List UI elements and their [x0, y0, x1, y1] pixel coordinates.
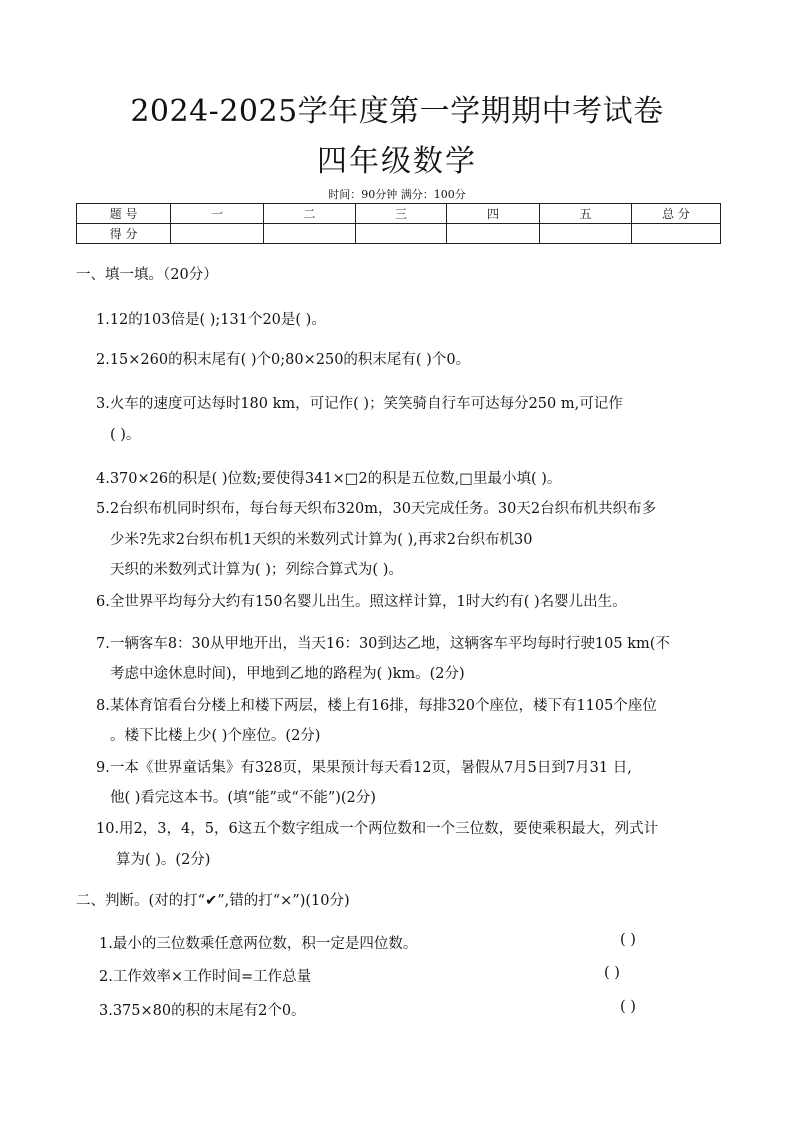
judgment-answer-paren[interactable]: ( ) [620, 999, 636, 1015]
question-line: 天织的米数列式计算为( )；列综合算式为( )。 [110, 562, 403, 578]
question-line: 他( )看完这本书。(填“能”或“不能”)(2分) [110, 790, 376, 806]
score-table-header-row [77, 204, 721, 224]
exam-time-score: 时间：90分钟 满分：100分 [328, 188, 466, 201]
score-table-cell: 得 分 [77, 224, 171, 244]
score-table-cell: 三 [356, 204, 447, 224]
score-table-cell[interactable] [356, 224, 447, 244]
question-line: 3.火车的速度可达每时180 km，可记作( )；笑笑骑自行车可达每分250 m,可记作 [96, 396, 623, 412]
judgment-answer-paren[interactable]: ( ) [620, 932, 636, 948]
section1-heading: 一、填一填。（20分） [76, 267, 218, 283]
score-table [76, 203, 721, 244]
score-table-cell: 二 [264, 204, 356, 224]
exam-title: 2024-2025学年度第一学期期中考试卷 [130, 94, 664, 129]
question-line: ( )。 [110, 427, 141, 443]
judgment-item-text: 2.工作效率×工作时间=工作总量 [99, 969, 312, 985]
question-line: 算为( )。(2分) [116, 852, 211, 868]
score-table-cell[interactable] [540, 224, 632, 244]
score-table-cell: 总 分 [632, 204, 721, 224]
exam-subtitle: 四年级数学 [317, 144, 477, 179]
score-table-cell: 一 [171, 204, 264, 224]
judgment-answer-paren[interactable]: ( ) [604, 965, 620, 981]
score-table-cell[interactable] [632, 224, 721, 244]
section2-heading: 二、判断。(对的打“✔”,错的打“×”)(10分) [76, 893, 350, 909]
question-line: 4.370×26的积是( )位数;要使得341×□2的积是五位数,□里最小填( )。 [96, 471, 562, 487]
score-table-cell[interactable] [447, 224, 540, 244]
question-line: 8.某体育馆看台分楼上和楼下两层，楼上有16排，每排320个座位，楼下有1105个座位 [96, 698, 657, 714]
question-line: 6.全世界平均每分大约有150名婴儿出生。照这样计算，1时大约有( )名婴儿出生。 [96, 594, 627, 610]
question-line: 10.用2，3，4，5，6这五个数字组成一个两位数和一个三位数，要使乘积最大，列式计 [96, 821, 659, 837]
score-table-score-row [77, 224, 721, 244]
judgment-item-text: 1.最小的三位数乘任意两位数，积一定是四位数。 [99, 936, 418, 952]
score-table-cell[interactable] [264, 224, 356, 244]
question-line: 少米?先求2台织布机1天织的米数列式计算为( ),再求2台织布机30 [110, 532, 533, 548]
question-line: 。楼下比楼上少( )个座位。(2分) [110, 728, 321, 744]
question-line: 1.12的103倍是( );131个20是( )。 [96, 312, 326, 328]
score-table-cell: 四 [447, 204, 540, 224]
question-line: 考虑中途休息时间)，甲地到乙地的路程为( )km。(2分) [110, 666, 465, 682]
question-line: 2.15×260的积末尾有( )个0;80×250的积末尾有( )个0。 [96, 352, 471, 368]
score-table-cell: 题 号 [77, 204, 171, 224]
judgment-item-text: 3.375×80的积的末尾有2个0。 [99, 1003, 306, 1019]
question-line: 5.2台织布机同时织布，每台每天织布320m，30天完成任务。30天2台织布机共织布多 [96, 501, 657, 517]
score-table-cell: 五 [540, 204, 632, 224]
score-table-cell[interactable] [171, 224, 264, 244]
question-line: 7.一辆客车8：30从甲地开出，当天16：30到达乙地，这辆客车平均每时行驶105 km(不 [96, 636, 670, 652]
question-line: 9.一本《世界童话集》有328页，果果预计每天看12页，暑假从7月5日到7月31 日, [96, 760, 632, 776]
